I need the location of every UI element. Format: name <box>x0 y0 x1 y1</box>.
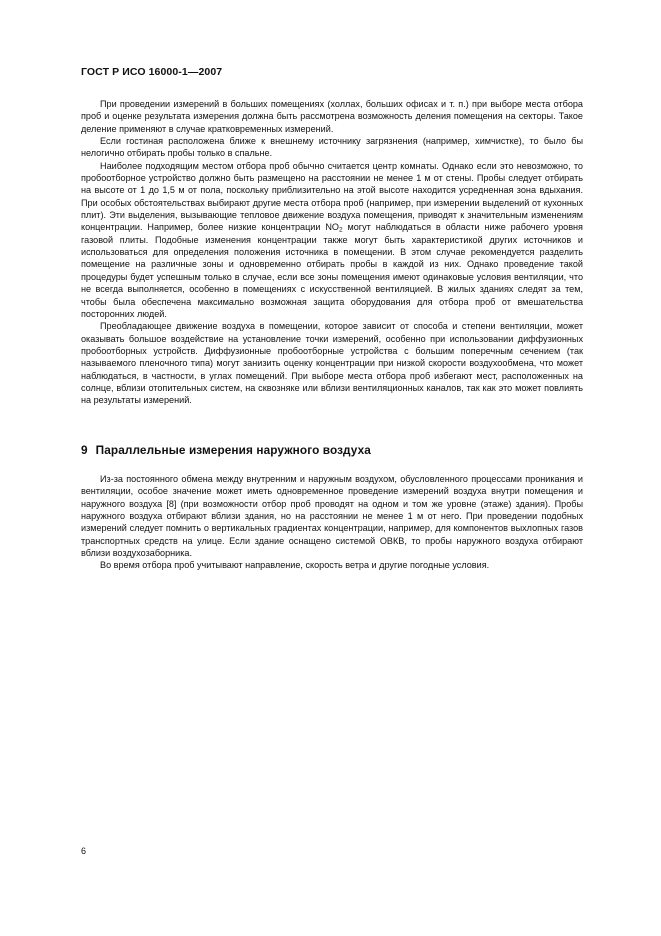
paragraph-living-room: Если гостиная расположена ближе к внешнему источнику загрязнения (например, химчистке), то было бы нелогично отбирать пробы только в спальне. <box>81 136 583 159</box>
paragraph-air-movement: Преобладающее движение воздуха в помещении, которое зависит от способа и степени вентиляции, может оказывать большое воздействие на установление точки измерений, особенно при использовании диффузионных пробоотборных устройств. Диффузионные пробоотборные устройства с большим поперечным сечением (так называемого пленочного типа) могут занизить оценку концентрации при низкой скорости воздухообмена, что может наблюдаться, в частности, в углах помещений. При выборе места отбора проб избегают мест, расположенных на солнце, вблизи отопительных систем, на сквозняке или вблизи вентиляционных каналов, так как это может повлиять на результаты измерений. <box>81 321 583 406</box>
paragraph-sampling-location <box>81 160 583 320</box>
page-number: 6 <box>81 846 87 856</box>
paragraph-large-rooms: При проведении измерений в больших помещениях (холлах, больших офисах и т. п.) при выборе места отбора проб и оценке результата измерения должна быть рассмотрена возможность деления помещения на секторы. Такое деление применяют в случае кратковременных измерений. <box>81 99 583 134</box>
section-body <box>81 473 583 572</box>
no2-subscript: 2 <box>338 226 343 234</box>
section-heading <box>81 443 371 457</box>
paragraph-outdoor-exchange: Из-за постоянного обмена между внутренним и наружным воздухом, обусловленного процессами проникания и вентиляции, особое значение может иметь одновременное проведение измерений воздуха внутри помещения и наружного воздуха [8] (при возможности отбор проб проводят на одном и том же уровне (этаже) здания). Пробы наружного воздуха отбирают вблизи здания, но на расстоянии не менее 1 м от него. При проведении подобных измерений следует помнить о вертикальных градиентах концентрации, например, для компонентов выхлопных газов транспортных средств на улице. Если здание оснащено системой ОВКВ, то пробы наружного воздуха отбирают вблизи воздухозаборника. <box>81 474 583 559</box>
document-header: ГОСТ Р ИСО 16000-1—2007 <box>81 66 223 78</box>
paragraph-weather: Во время отбора проб учитывают направление, скорость ветра и другие погодные условия. <box>100 560 490 571</box>
body-text <box>81 98 583 407</box>
paragraph-sampling-location-part1: Наиболее подходящим местом отбора проб обычно считается центр комнаты. Однако если это невозможно, то пробоотборное устройство должно быть размещено на расстоянии не менее 1 м от стены. Пробы следует отбирать на высоте от 1 до 1,5 м от пола, поскольку приблизительно на этой высоте находится усредненная зона вдыхания. При особых обстоятельствах выбирают другие места отбора проб (например, при измерении выделений от кухонных плит). Эти выделения, вызывающие тепловое движение воздуха помещения, приводят к значительным изменениям концентрации. Например, более низкие концентрации NO <box>81 160 583 233</box>
section-number: 9 <box>81 443 88 457</box>
paragraph-sampling-location-part2: могут наблюдаться в области ниже рабочего уровня газовой плиты. Подобные изменения концентрации также могут быть характеристикой других источников и использоваться для определения положения источника в помещении. В этом случае рекомендуется разделить помещение на различные зоны и одновременно отбирать пробы в каждой из них. Однако проведение такой процедуры будет успешным только в случае, если все зоны помещения имеют одинаковые условия вентиляции, что не всегда выполняется, особенно в помещениях с искусственной вентиляцией. В жилых зданиях следят за тем, чтобы была обеспечена максимально возможная защита оборудования для отбора проб от вмешательства посторонних людей. <box>81 222 583 319</box>
section-title-text: Параллельные измерения наружного воздуха <box>95 443 371 457</box>
